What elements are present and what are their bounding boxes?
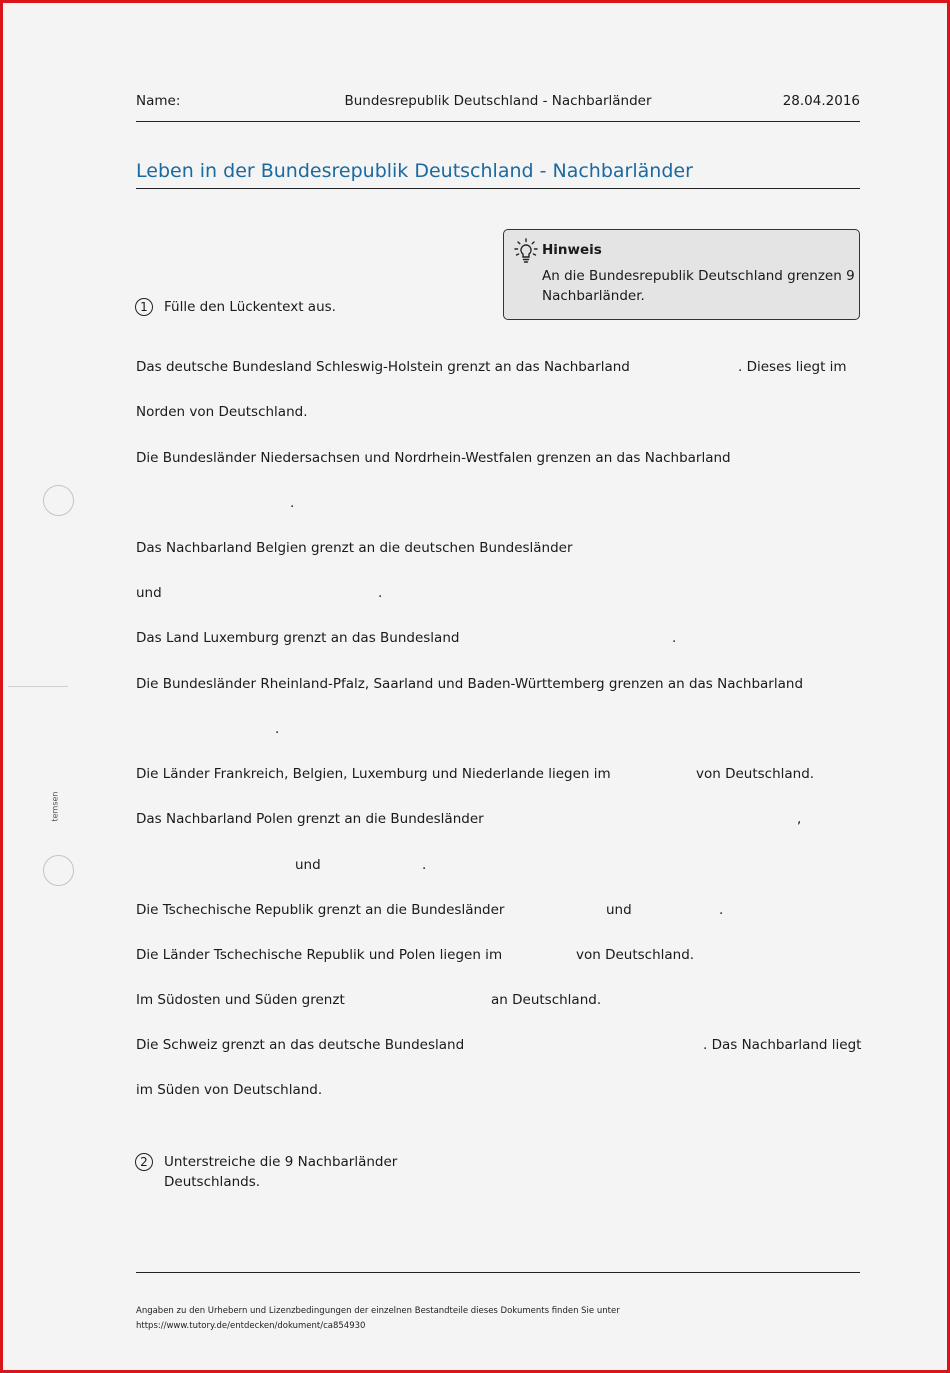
lightbulb-icon: [514, 238, 538, 264]
footer-divider: [136, 1272, 860, 1273]
cloze-line: .: [422, 857, 427, 873]
cloze-line: Im Südosten und Süden grenzt: [136, 992, 345, 1008]
hint-text: An die Bundesrepublik Deutschland grenzen 9 Nachbarländer.: [542, 268, 855, 304]
cloze-line: .: [378, 585, 383, 601]
cloze-line: Das deutsche Bundesland Schleswig-Holstein grenzt an das Nachbarland: [136, 359, 630, 375]
fold-mark: [8, 686, 68, 687]
header-date: 28.04.2016: [782, 93, 860, 109]
footer-link[interactable]: https://www.tutory.de/entdecken/dokument/ca854930: [136, 1321, 366, 1331]
cloze-line: an Deutschland.: [491, 992, 602, 1008]
cloze-line: von Deutschland.: [696, 766, 815, 782]
name-label: Name:: [136, 93, 181, 109]
cloze-line: im Süden von Deutschland.: [136, 1082, 323, 1098]
task-1-number: 1: [135, 298, 153, 316]
cloze-line: Das Nachbarland Polen grenzt an die Bundesländer: [136, 811, 484, 827]
cloze-line: .: [672, 630, 677, 646]
cloze-line: .: [719, 902, 724, 918]
cloze-line: .: [275, 721, 280, 737]
cloze-line: Die Tschechische Republik grenzt an die Bundesländer: [136, 902, 505, 918]
cloze-line: Die Schweiz grenzt an das deutsche Bundesland: [136, 1037, 465, 1053]
cloze-line: . Das Nachbarland liegt: [703, 1037, 862, 1053]
page-header: [136, 93, 860, 122]
cloze-line: Das Nachbarland Belgien grenzt an die deutschen Bundesländer: [136, 540, 573, 556]
cloze-line: ,: [797, 811, 802, 827]
punch-hole: [43, 485, 74, 516]
cloze-line: Das Land Luxemburg grenzt an das Bundesland: [136, 630, 460, 646]
hint-box: [503, 229, 860, 320]
cloze-line: . Dieses liegt im: [738, 359, 847, 375]
punch-hole: [43, 855, 74, 886]
cloze-line: Die Länder Frankreich, Belgien, Luxemburg und Niederlande liegen im: [136, 766, 611, 782]
cloze-line: Die Bundesländer Rheinland-Pfalz, Saarland und Baden-Württemberg grenzen an das Nachbarland: [136, 676, 804, 692]
footer-attribution: Angaben zu den Urhebern und Lizenzbedingungen der einzelnen Bestandteile dieses Dokuments finden Sie unter: [136, 1306, 620, 1316]
cloze-line: und: [295, 857, 321, 873]
cloze-line: und: [606, 902, 632, 918]
cloze-line: .: [290, 495, 295, 511]
cloze-line: Norden von Deutschland.: [136, 404, 308, 420]
task-2-instruction: Unterstreiche die 9 Nachbarländer Deutschlands.: [164, 1154, 398, 1190]
hint-title: Hinweis: [542, 242, 602, 258]
page-title: Leben in der Bundesrepublik Deutschland - Nachbarländer: [136, 160, 860, 189]
cloze-line: Die Länder Tschechische Republik und Polen liegen im: [136, 947, 503, 963]
task-2-number: 2: [135, 1153, 153, 1171]
cloze-line: von Deutschland.: [576, 947, 695, 963]
cloze-line: Die Bundesländer Niedersachsen und Nordrhein-Westfalen grenzen an das Nachbarland: [136, 450, 731, 466]
cloze-line: und: [136, 585, 162, 601]
footer: [136, 1304, 620, 1334]
task-1-instruction: Fülle den Lückentext aus.: [164, 299, 336, 315]
side-label: temsen: [50, 791, 60, 822]
header-subject: Bundesrepublik Deutschland - Nachbarländer: [344, 93, 652, 109]
